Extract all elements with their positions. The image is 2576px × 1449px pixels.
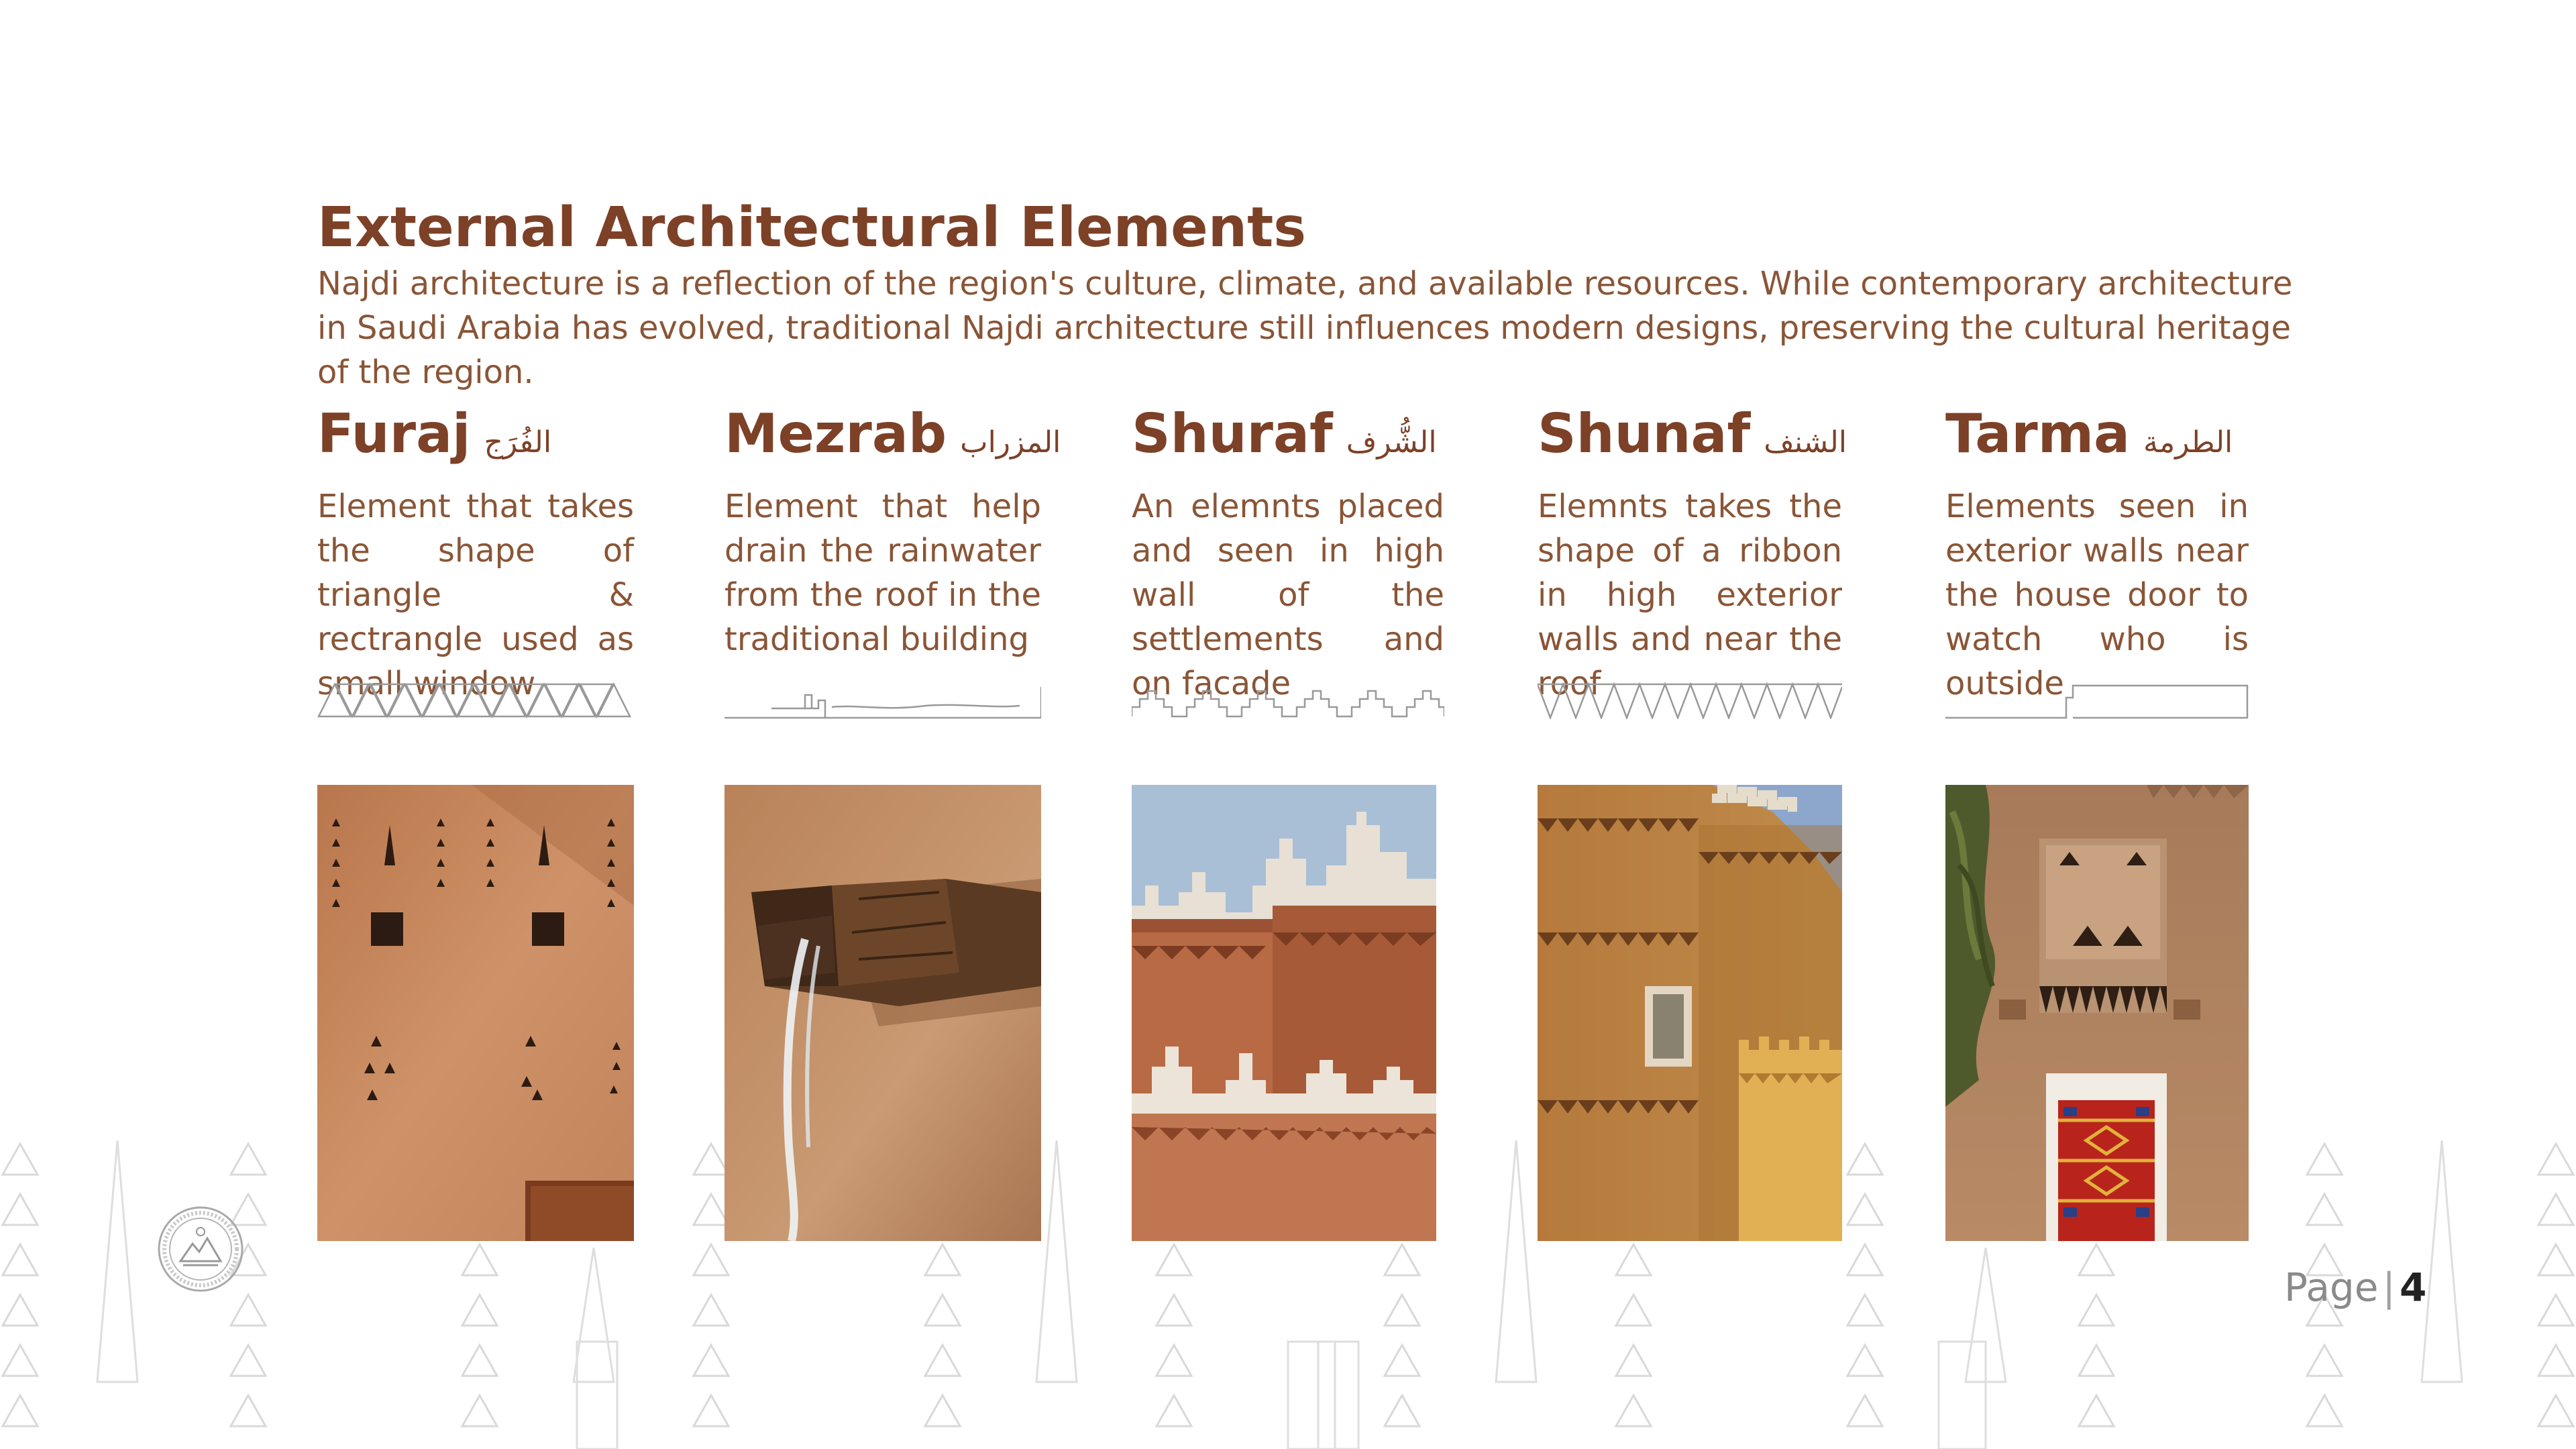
element-title xyxy=(317,402,634,470)
shunaf-photo xyxy=(1538,785,1842,1241)
spout-line-icon xyxy=(724,682,1041,719)
element-title xyxy=(1538,402,1847,470)
element-arabic-name: الطرمة xyxy=(2143,425,2233,460)
element-description: Elemnts takes the shape of a ribbon in high exterior walls and near the roof xyxy=(1538,488,1842,702)
mezrab-photo xyxy=(724,785,1041,1241)
element-name: Shuraf xyxy=(1132,402,1333,465)
element-column-shuraf xyxy=(1132,402,1444,719)
element-arabic-name: الشُّرف xyxy=(1346,425,1437,460)
intro-paragraph: Najdi architecture is a reflection of the region's culture, climate, and available resources. While contemporary architecture in Saudi Arabia has evolved, traditional Najdi architecture still influences modern designs, preserving the cultural heritage of the region. xyxy=(317,265,2293,391)
furaj-photo xyxy=(317,785,634,1241)
element-column-tarma xyxy=(1945,402,2249,719)
page-title: External Architectural Elements xyxy=(317,196,1307,260)
element-name: Shunaf xyxy=(1538,402,1751,465)
element-column-furaj xyxy=(317,402,634,719)
page-label: Page xyxy=(2284,1265,2379,1310)
institution-seal-logo xyxy=(156,1205,245,1293)
element-arabic-name: الفُرَج xyxy=(484,425,552,460)
element-description: Element that takes the shape of triangle & rectrangle used as small window xyxy=(317,488,634,702)
page-separator: | xyxy=(2382,1265,2396,1310)
element-title xyxy=(1132,402,1444,470)
element-name: Tarma xyxy=(1945,402,2131,465)
element-description: Element that help drain the rainwater from the roof in the traditional building xyxy=(724,488,1041,658)
tarma-photo xyxy=(1945,785,2249,1241)
shuraf-photo xyxy=(1132,785,1436,1241)
element-arabic-name: الشنف xyxy=(1764,425,1847,460)
element-title xyxy=(1945,402,2249,470)
element-column-mezrab xyxy=(724,402,1061,719)
element-description: An elemnts placed and seen in high wall of the settlements and on facade xyxy=(1132,488,1444,702)
element-arabic-name: المزراب xyxy=(960,425,1061,460)
element-description: Elements seen in exterior walls near the house door to watch who is outside xyxy=(1945,488,2249,702)
page-number xyxy=(2284,1265,2426,1310)
element-title xyxy=(724,402,1061,470)
element-column-shunaf xyxy=(1538,402,1847,719)
page-number-value: 4 xyxy=(2399,1265,2427,1310)
element-name: Furaj xyxy=(317,402,471,465)
element-name: Mezrab xyxy=(724,402,947,465)
